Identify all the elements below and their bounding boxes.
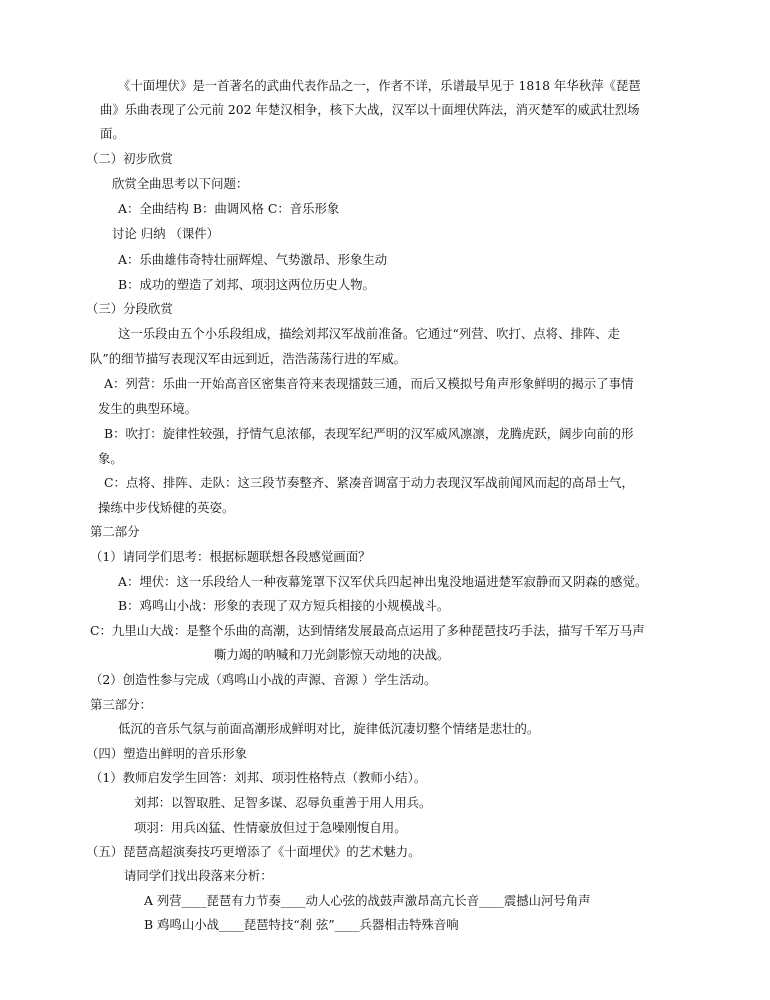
paragraph-line: 嘶力竭的呐喊和刀光剑影惊天动地的决战。 bbox=[214, 647, 450, 662]
list-item: A：乐曲雄伟奇特壮丽辉煌、气势激昂、形象生动 bbox=[118, 252, 388, 267]
section-heading: （三）分段欣赏 bbox=[86, 301, 173, 316]
section-heading: 第三部分： bbox=[90, 697, 152, 712]
paragraph-line: （1）请同学们思考：根据标题联想各段感觉画面？ bbox=[90, 549, 371, 564]
list-item: C：点将、排阵、走队：这三段节奏整齐、紧凑音调富于动力表现汉军战前闻风而起的高昂士气， bbox=[104, 475, 634, 490]
paragraph-line: 低沉的音乐气氛与前面高潮形成鲜明对比，旋律低沉凄切整个情绪是悲壮的。 bbox=[118, 721, 540, 736]
list-item: A：列营：乐曲一开始高音区密集音符来表现擂鼓三通，而后又模拟号角声形象鲜明的揭示了事情 bbox=[104, 376, 634, 391]
paragraph-line: 刘邦：以智取胜、足智多谋、忍辱负重善于用人用兵。 bbox=[134, 795, 432, 810]
section-heading: （二）初步欣赏 bbox=[86, 151, 173, 166]
paragraph-line: 曲》乐曲表现了公元前 202 年楚汉相争，核下大战，汉军以十面埋伏阵法，消灭楚军的威武壮烈场 bbox=[100, 102, 640, 117]
list-item: A：埋伏：这一乐段给人一种夜幕笼罩下汉军伏兵四起神出鬼没地逼进楚军寂静而又阴森的感觉。 bbox=[118, 574, 648, 589]
list-item: C：九里山大战：是整个乐曲的高潮，达到情绪发展最高点运用了多种琵琶技巧手法，描写千军万马声 bbox=[90, 623, 645, 638]
list-item: B：吹打：旋律性较强，抒情气息浓郁，表现军纪严明的汉军威风凛凛，龙腾虎跃，阔步向前的形 bbox=[104, 426, 634, 441]
paragraph-line: （2）创造性参与完成（鸡鸣山小战的声源、音源 ）学生活动。 bbox=[90, 672, 437, 687]
paragraph-line: 欣赏全曲思考以下问题： bbox=[112, 176, 249, 191]
paragraph-line: 《十面埋伏》是一首著名的武曲代表作品之一，作者不详，乐谱最早见于 1818 年华秋萍《琵琶 bbox=[118, 78, 641, 93]
section-heading: 第二部分 bbox=[90, 524, 140, 539]
paragraph-line: 请同学们找出段落来分析： bbox=[124, 868, 273, 883]
paragraph-line: 操练中步伐矫健的英姿。 bbox=[98, 500, 235, 515]
paragraph-line: 象。 bbox=[98, 451, 123, 466]
paragraph-line: （1）教师启发学生回答：刘邦、项羽性格特点（教师小结）。 bbox=[90, 770, 427, 785]
paragraph-line: 项羽：用兵凶猛、性情豪放但过于急噪刚愎自用。 bbox=[134, 820, 407, 835]
list-item: B：鸡鸣山小战：形象的表现了双方短兵相接的小规模战斗。 bbox=[118, 598, 450, 613]
list-item: B：成功的塑造了刘邦、项羽这两位历史人物。 bbox=[118, 277, 375, 292]
paragraph-line: 面。 bbox=[100, 126, 125, 141]
paragraph-line: 发生的典型环境。 bbox=[98, 401, 198, 416]
paragraph-line: 这一乐段由五个小乐段组成，描绘刘邦汉军战前准备。它通过“列营、吹打、点将、排阵、走 bbox=[118, 326, 620, 341]
list-item: A：全曲结构 B：曲调风格 C：音乐形象 bbox=[118, 201, 340, 216]
list-item: A 列营____琵琶有力节奏____动人心弦的战鼓声激昂高亢长音____震撼山河号角声 bbox=[144, 893, 591, 908]
paragraph-line: 队”的细节描写表现汉军由远到近，浩浩荡荡行进的军威。 bbox=[90, 351, 407, 366]
section-heading: （五）琵琶高超演奏技巧更增添了《十面埋伏》的艺术魅力。 bbox=[86, 844, 421, 859]
list-item: B 鸡鸣山小战____琵琶特技“刹 弦”____兵器相击特殊音响 bbox=[144, 917, 459, 932]
section-heading: （四）塑造出鲜明的音乐形象 bbox=[86, 746, 248, 761]
paragraph-line: 讨论 归纳 （课件） bbox=[112, 226, 220, 241]
